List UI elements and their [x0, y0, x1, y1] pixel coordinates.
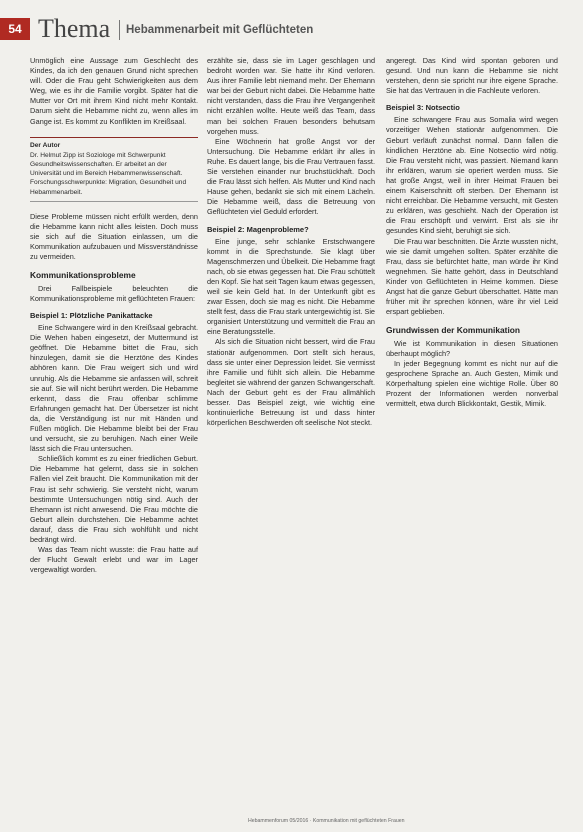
column-middle	[207, 56, 375, 428]
section-title: Thema	[38, 14, 111, 43]
paragraph: Drei Fallbeispiele beleuchten die Kommunikationsprobleme mit geflüchteten Frauen:	[30, 283, 198, 303]
page-number: 54	[0, 18, 30, 40]
page-header	[0, 14, 583, 44]
paragraph: In jeder Begegnung kommt es nicht nur auf die gesprochene Sprache an. Auch Gesten, Mimik und Körperhaltung spielen eine wichtige Rolle. Über 80 Prozent der Informationen werden nonverbal vermittelt, etwa durch Blickkontakt, Gestik, Mimik.	[386, 358, 558, 409]
heading-beispiel-2: Beispiel 2: Magenprobleme?	[207, 224, 309, 234]
page-footer: Hebammenforum 05/2016 · Kommunikation mit geflüchteten Frauen	[248, 818, 405, 824]
paragraph: Unmöglich eine Aussage zum Geschlecht des Kindes, da ich den genauen Grund nicht sprechen will. Oder die Frau geht Schwierigkeiten aus dem Weg, wie es ihr die Familie vorgibt. Später hat die Mutter vor Ort mit ihrem Kind nicht mehr Kontakt. Darum sieht die Hebamme nicht zu, wenn alles im Gange ist. Es kommt zu Konflikten im Kreißsaal.	[30, 56, 198, 126]
column-right	[386, 56, 558, 409]
header-divider	[119, 20, 120, 40]
paragraph: angeregt. Das Kind wird spontan geboren und gesund. Und nun kann die Hebamme sie nicht verstehen, denn sie spricht nur ihre eigene Sprache. Sie hat das Vertrauen in die Fachleute verloren.	[386, 56, 558, 96]
author-label: Der Autor	[30, 141, 61, 149]
paragraph: Als sich die Situation nicht bessert, wird die Frau stationär aufgenommen. Dort stellt sich heraus, dass sie unter einer Depression leidet. Sie vermisst ihre Familie und fühlt sich allein. Die Hebamme begleitet sie während der ganzen Schwangerschaft. Nach der Geburt geht es der Frau allmählich besser. Das Beispiel zeigt, wie wichtig eine kontinuierliche Betreuung ist und dass hinter körperlichen Beschwerden oft seelische Not steckt.	[207, 337, 375, 428]
paragraph: Diese Probleme müssen nicht erfüllt werden, denn die Hebamme kann nicht alles leisten. Doch muss sie sich auf die Situation einlassen, um die Kommunikation aufzubauen und Missverständnisse zu vermeiden.	[30, 211, 198, 262]
paragraph: Eine Wöchnerin hat große Angst vor der Untersuchung. Die Hebamme erklärt ihr alles in Ruhe. Es dauert lange, bis die Frau Vertrauen fasst. Sie verstehen einander nur bruchstückhaft. Doch die Frau lässt sich helfen. Als Mutter und Kind nach Hause gehen, bedankt sie sich mit einem Lächeln. Die Hebamme weiß, dass die Betreuung von Geflüchteten viel Geduld erfordert.	[207, 136, 375, 217]
heading-grundwissen: Grundwissen der Kommunikation	[386, 325, 521, 336]
author-bio: Dr. Helmut Zipp ist Soziologe mit Schwerpunkt Gesundheitswissenschaften. Er arbeitet an der Universität und im Bereich Hebammenwissenschaft. Forschungsschwerpunkte: Migration, Gesundheit und Hebammenarbeit.	[30, 151, 187, 196]
column-left	[30, 56, 198, 575]
heading-kommunikationsprobleme: Kommunikationsprobleme	[30, 270, 136, 281]
heading-beispiel-3: Beispiel 3: Notsectio	[386, 103, 460, 113]
page-subtitle: Hebammenarbeit mit Geflüchteten	[126, 24, 314, 36]
paragraph: Wie ist Kommunikation in diesen Situationen überhaupt möglich?	[386, 338, 558, 358]
author-box	[30, 137, 198, 202]
paragraph: Was das Team nicht wusste: die Frau hatte auf der Flucht Gewalt erlebt und war im Lager vergewaltigt worden.	[30, 545, 198, 575]
heading-beispiel-1: Beispiel 1: Plötzliche Panikattacke	[30, 311, 153, 321]
paragraph: Die Frau war beschnitten. Die Ärzte wussten nicht, wie sie damit umgehen sollten. Später erzählte die Frau, dass sie befürchtet hatte, man würde ihr Kind wegnehmen. Sie hatte gehört, dass in Deutschland Kinder von Geflüchteten in Heime kommen. Diese Angst hat die ganze Geburt überschattet. Hätte man früher mit ihr sprechen können, wäre ihr viel Leid erspart geblieben.	[386, 236, 558, 317]
paragraph: Eine schwangere Frau aus Somalia wird wegen vorzeitiger Wehen stationär aufgenommen. Die Geburt verläuft zunächst normal. Dann fallen die kindlichen Herztöne ab. Eine Notsectio wird nötig. Die Frau versteht nicht, was passiert. Niemand kann ihr erklären, warum sie operiert werden muss. Sie hat große Angst, weil in ihrer Heimat Frauen bei einem Kaiserschnitt oft sterben. Der Ehemann ist nicht erreichbar. Die Hebamme versucht, mit Gesten zu erklären, was geschieht. Nach der Operation ist die Frau erschöpft und verwirrt. Erst als sie ihr gesundes Kind sieht, beruhigt sie sich.	[386, 115, 558, 236]
paragraph: Eine junge, sehr schlanke Erstschwangere kommt in die Sprechstunde. Sie klagt über Magenschmerzen und Übelkeit. Die Hebamme fragt nach, ob sie etwas gegessen hat. Die Frau schüttelt den Kopf. Sie hat seit Tagen kaum etwas gegessen, weil sie kein Geld hat. In der Unterkunft gibt es zwar Essen, doch sie mag es nicht. Die Hebamme stellt fest, dass die Frau stark untergewichtig ist. Sie organisiert Unterstützung und vermittelt die Frau an eine Beratungsstelle.	[207, 236, 375, 337]
paragraph: erzählte sie, dass sie im Lager geschlagen und bedroht worden war. Sie hatte ihr Kind verloren. Aus ihrer Familie lebt niemand mehr. Der Ehemann war bei der Geburt nicht dabei. Die Hebamme hatte nicht verstanden, dass die Frau ihre Vergangenheit nicht erzählen wollte. Heute weiß das Team, dass man bei solchen Frauen besonders behutsam vorgehen muss.	[207, 56, 375, 136]
paragraph: Schließlich kommt es zu einer friedlichen Geburt. Die Hebamme hat gelernt, dass sie in solchen Fällen viel Zeit braucht. Die Kommunikation mit der Frau ist sehr schwierig. Sie versteht nicht, warum bestimmte Untersuchungen nötig sind. Auch der Ehemann ist nicht anwesend. Die Frau möchte die Geburt allein durchstehen. Die Hebamme achtet darauf, dass die Frau sich wohlfühlt und nicht bedrängt wird.	[30, 454, 198, 544]
paragraph: Eine Schwangere wird in den Kreißsaal gebracht. Die Wehen haben eingesetzt, der Muttermund ist geöffnet. Die Hebamme bittet die Frau, sich hinzulegen, damit sie die Herztöne des Kindes abhören kann. Die Frau weigert sich und wird unruhig. Als die Hebamme sie anfassen will, schreit sie auf. Sie will nicht berührt werden. Die Hebamme erkennt, dass die Frau offenbar schlimme Erfahrungen gemacht hat. Der Übersetzer ist nicht da, die Verständigung ist nur mit Händen und Füßen möglich. Die Hebamme bleibt bei der Frau und versucht, sie zu beruhigen. Nach einer Weile lässt sich die Frau untersuchen.	[30, 323, 198, 454]
